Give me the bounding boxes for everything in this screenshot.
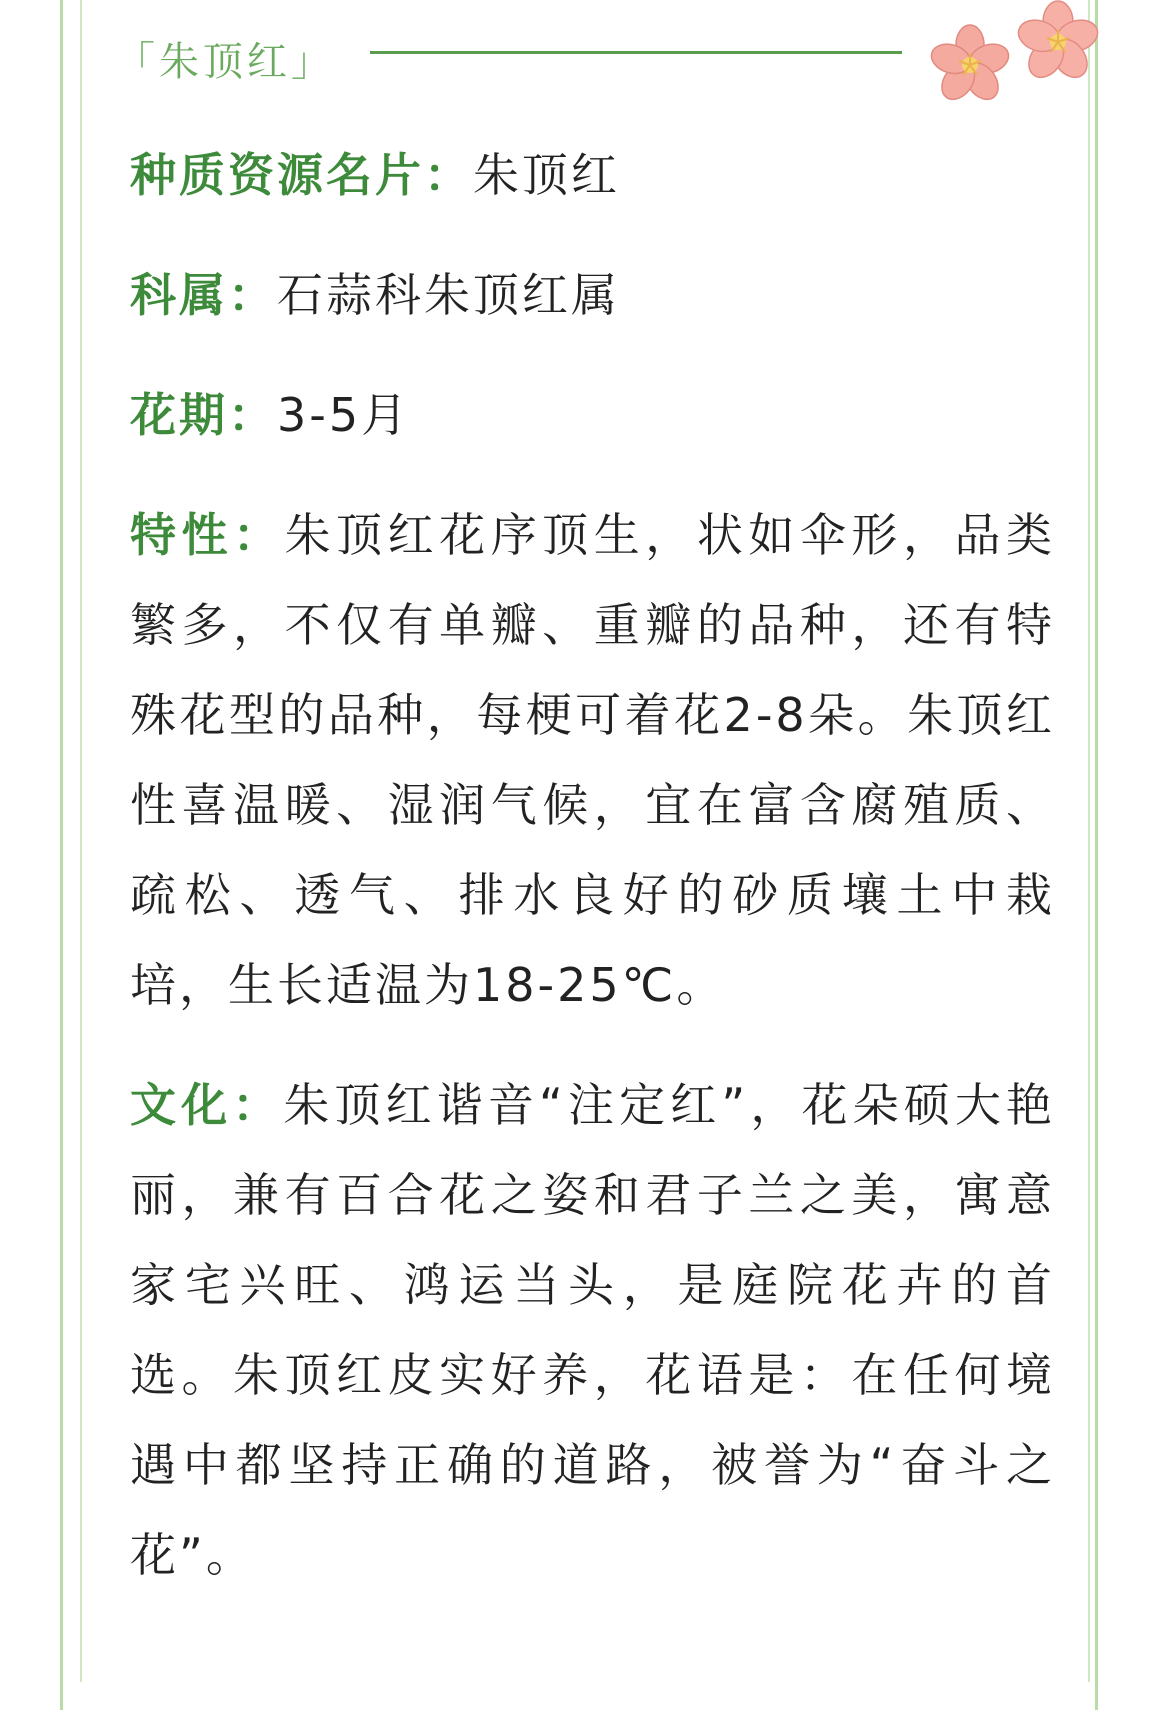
entry-culture-label: 文化： <box>130 1078 284 1132</box>
entry-traits <box>130 490 1055 1030</box>
entry-bloom-label: 花期： <box>130 388 277 442</box>
entry-family-label: 科属： <box>130 268 277 322</box>
entry-family-value: 石蒜科朱顶红属 <box>277 268 620 322</box>
entry-name <box>130 130 1055 250</box>
card-right-rule <box>1088 0 1090 1682</box>
entry-traits-value: 朱顶红花序顶生，状如伞形，品类繁多，不仅有单瓣、重瓣的品种，还有特殊花型的品种，每梗可着花2-8朵。朱顶红性喜温暖、湿润气候，宜在富含腐殖质、疏松、透气、排水良好的砂质壤土中栽培，生长适温为18-25℃。 <box>130 508 1056 1012</box>
flower-icon <box>925 20 1015 110</box>
entry-bloom-value: 3-5月 <box>277 388 411 442</box>
entry-name-label: 种质资源名片： <box>130 148 473 202</box>
header-divider <box>370 51 902 54</box>
entry-traits-label: 特性： <box>130 508 285 562</box>
entry-bloom <box>130 370 1055 490</box>
entry-family <box>130 250 1055 370</box>
flower-icon <box>1010 0 1105 90</box>
article-body <box>130 130 1055 1600</box>
entry-name-value: 朱顶红 <box>473 148 620 202</box>
card-left-rule <box>80 0 82 1682</box>
entry-culture-value: 朱顶红谐音“注定红”，花朵硕大艳丽，兼有百合花之姿和君子兰之美，寓意家宅兴旺、鸿运当头，是庭院花卉的首选。朱顶红皮实好养，花语是：在任何境遇中都坚持正确的道路，被誉为“奋斗之花”。 <box>130 1078 1055 1582</box>
entry-culture <box>130 1060 1055 1600</box>
section-tag: 「朱顶红」 <box>115 39 335 85</box>
